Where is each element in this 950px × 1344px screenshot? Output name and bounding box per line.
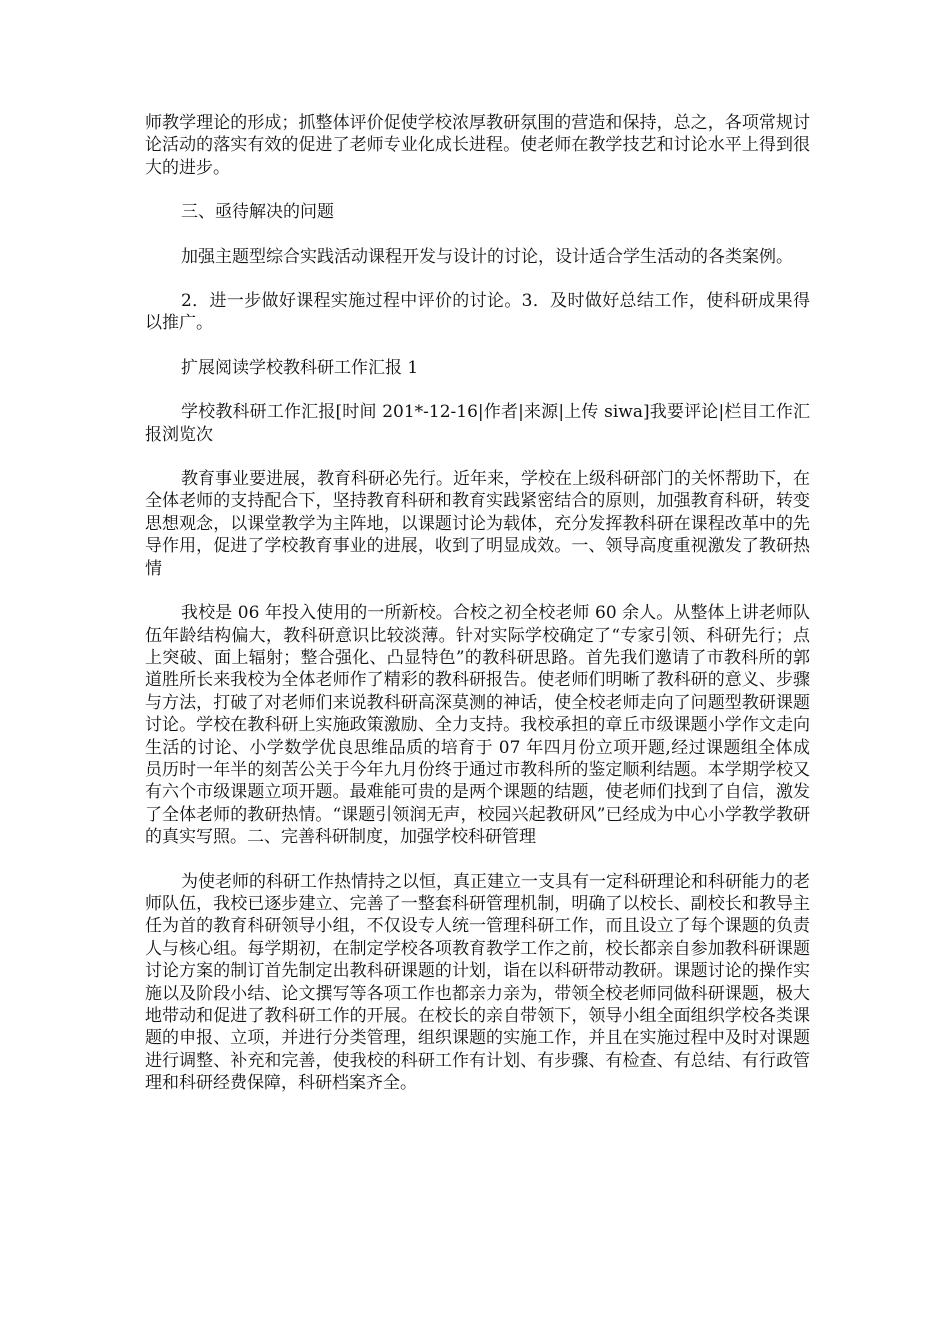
paragraph-issue-1: 加强主题型综合实践活动课程开发与设计的讨论，设计适合学生活动的各类案例。 <box>181 246 793 267</box>
paragraph-intro: 教育事业要进展，教育科研必先行。近年来，学校在上级科研部门的关怀帮助下，在全体老师的支持配合下，坚持教育科研和教育实践紧密结合的原则，加强教育科研，转变思想观念，以课堂教学为主阵地，以课题讨论为载体，充分发挥教科研在课程改革中的先导作用，促进了学校教育事业的进展，收到了明显成效。一、领导高度重视激发了教研热情 <box>145 469 810 579</box>
paragraph-school-history: 我校是 06 年投入使用的一所新校。合校之初全校老师 60 余人。从整体上讲老师队伍年龄结构偏大，教科研意识比较淡薄。针对实际学校确定了“专家引领、科研先行；点上突破、面上辐射；整合强化、凸显特色”的教科研思路。首先我们邀请了市教科所的郭道胜所长来我校为全体老师作了精彩的教科研报告。使老师们明晰了教科研的意义、步骤与方法，打破了对老师们来说教科研高深莫测的神话，使全校老师走向了问题型教研课题讨论。学校在教科研上实施政策激励、全力支持。我校承担的章丘市级课题小学作文走向生活的讨论、小学数学优良思维品质的培育于 07 年四月份立项开题,经过课题组全体成员历时一年半的刻苦公关于今年九月份终于通过市教科所的鉴定顺利结题。本学期学校又有六个市级课题立项开题。最难能可贵的是两个课题的结题，使老师们找到了自信，激发了全体老师的教研热情。“课题引领润无声，校园兴起教研风”已经成为中心小学教学教研的真实写照。二、完善科研制度，加强学校科研管理 <box>145 603 810 848</box>
extended-reading-title: 扩展阅读学校教科研工作汇报 1 <box>181 357 419 378</box>
paragraph-research-management: 为使老师的科研工作热情持之以恒，真正建立一支具有一定科研理论和科研能力的老师队伍，我校已逐步建立、完善了一整套科研管理机制，明确了以校长、副校长和教导主任为首的教育科研领导小组，不仅设专人统一管理科研工作，而且设立了每个课题的负责人与核心组。每学期初，在制定学校各项教育教学工作之前，校长都亲自参加教科研课题讨论方案的制订首先制定出教科研课题的计划，诣在以科研带动教研。课题讨论的操作实施以及阶段小结、论文撰写等各项工作也都亲力亲为，带领全校老师同做科研课题，极大地带动和促进了教科研工作的开展。在校长的亲自带领下，领导小组全面组织学校各类课题的申报、立项，并进行分类管理，组织课题的实施工作，并且在实施过程中及时对课题进行调整、补充和完善，使我校的科研工作有计划、有步骤、有检查、有总结、有行政管理和科研经费保障，科研档案齐全。 <box>145 871 810 1094</box>
paragraph-continuation: 师教学理论的形成；抓整体评价促使学校浓厚教研氛围的营造和保持，总之，各项常规讨论活动的落实有效的促进了老师专业化成长进程。使老师在教学技艺和讨论水平上得到很大的进步。 <box>145 113 810 178</box>
section-heading-issues: 三、亟待解决的问题 <box>181 202 334 223</box>
article-meta-line: 学校教科研工作汇报[时间 201*-12-16|作者|来源|上传 siwa]我要评论|栏目工作汇报浏览次 <box>145 402 810 445</box>
document-body <box>145 112 810 1117</box>
paragraph-issue-2-3: 2．进一步做好课程实施过程中评价的讨论。3．及时做好总结工作，使科研成果得以推广。 <box>145 291 810 334</box>
